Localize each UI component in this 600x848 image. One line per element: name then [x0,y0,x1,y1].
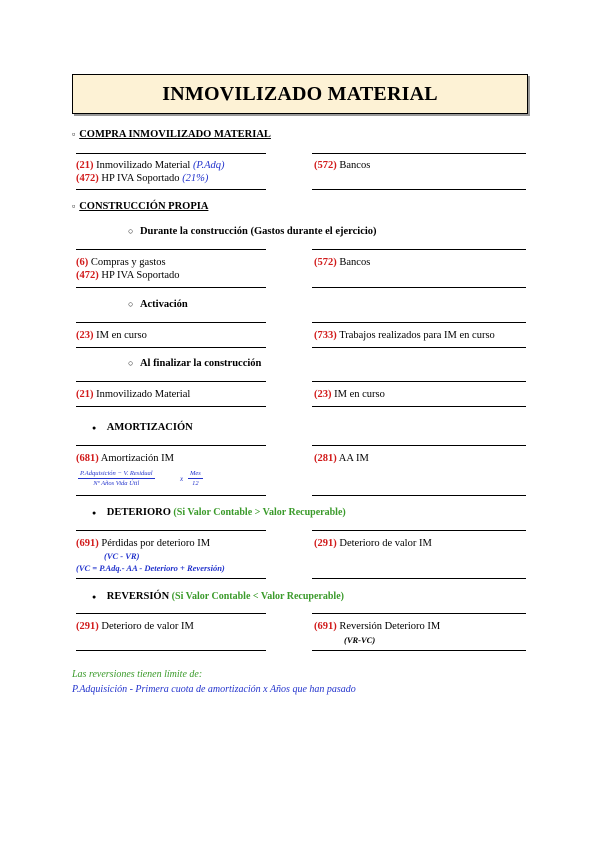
account-code: (281) [314,453,337,464]
divider [312,347,526,348]
subsection-label: Activación [139,299,188,310]
divider [76,189,266,190]
divider [312,381,526,382]
account-code: (681) [76,453,99,464]
subsection-label: DETERIORO [106,507,171,518]
square-bullet-icon: ▫ [72,201,76,211]
account-name: Inmovilizado Material [96,389,191,400]
divider [76,530,266,531]
account-note: (P.Adq) [192,160,225,171]
dot-bullet-icon: ● [92,424,97,432]
divider [76,578,266,579]
section-amortizacion [92,422,193,433]
condition-text: (Si Valor Contable > Valor Recuperable) [173,507,346,518]
account-code: (572) [314,160,337,171]
fraction-denominator: Nº Años Vida Útil [93,480,140,487]
divider [76,153,266,154]
account-code: (691) [314,621,337,632]
dot-bullet-icon: ● [92,509,97,517]
debit-entry [76,173,208,184]
divider [76,613,266,614]
title-box [72,74,528,114]
fraction-denominator: 12 [192,480,199,487]
account-name: Amortización IM [100,453,174,464]
formula-fraction [78,470,155,487]
divider [76,249,266,250]
account-name: Deterioro de valor IM [101,621,194,632]
section-heading: CONSTRUCCIÓN PROPIA [79,201,209,212]
credit-entry [314,330,495,341]
divider [312,578,526,579]
credit-entry [314,160,370,171]
account-name: Bancos [339,257,371,268]
subsection-activacion [128,299,188,310]
divider [312,249,526,250]
account-name: IM en curso [334,389,385,400]
credit-entry [314,453,369,464]
divider [76,495,266,496]
account-code: (291) [314,538,337,549]
account-code: (472) [76,270,99,281]
subsection-finalizar [128,358,261,369]
divider [312,495,526,496]
account-code: (6) [76,257,89,268]
section-heading: COMPRA INMOVILIZADO MATERIAL [79,129,271,140]
debit-entry [76,160,225,171]
account-code: (21) [76,389,94,400]
dot-bullet-icon: ● [92,593,97,601]
circle-bullet-icon: ○ [128,226,134,236]
divider [76,347,266,348]
circle-bullet-icon: ○ [128,299,134,309]
account-name: IM en curso [96,330,147,341]
subsection-durante [128,226,377,237]
account-name: Bancos [339,160,371,171]
debit-entry [76,270,180,281]
credit-entry [314,621,440,632]
divider [76,406,266,407]
account-code: (291) [76,621,99,632]
divider [312,445,526,446]
debit-entry [76,621,194,632]
divider [312,322,526,323]
section-deterioro [92,507,346,518]
divider [312,650,526,651]
divider [76,322,266,323]
account-code: (472) [76,173,99,184]
account-name: Pérdidas por deterioro IM [101,538,211,549]
account-code: (23) [76,330,94,341]
account-code: (572) [314,257,337,268]
account-name: Inmovilizado Material [96,160,191,171]
account-name: HP IVA Soportado [101,270,180,281]
account-code: (23) [314,389,332,400]
account-name: Trabajos realizados para IM en curso [339,330,495,341]
account-name: AA IM [338,453,369,464]
divider [76,381,266,382]
square-bullet-icon: ▫ [72,129,76,139]
formula-note: (VC - VR) [104,551,140,561]
credit-entry [314,538,432,549]
debit-entry [76,257,166,268]
footer-formula: P.Adquisición - Primera cuota de amortización x Años que han pasado [72,684,356,695]
debit-entry [76,389,190,400]
debit-entry [76,330,147,341]
subsection-label: Al finalizar la construcción [139,358,262,369]
footer-note: Las reversiones tienen límite de: [72,669,203,680]
debit-entry [76,453,174,464]
account-code: (733) [314,330,337,341]
account-name: Deterioro de valor IM [339,538,432,549]
page-title: INMOVILIZADO MATERIAL [162,82,438,105]
divider [76,445,266,446]
account-code: (21) [76,160,94,171]
multiply-sign: x [180,475,184,483]
account-name: Compras y gastos [90,257,166,268]
subsection-label: REVERSIÓN [106,591,170,602]
divider [312,189,526,190]
credit-entry [314,257,370,268]
account-name: HP IVA Soportado [101,173,180,184]
divider [76,287,266,288]
subsection-label: AMORTIZACIÓN [106,422,193,433]
section-reversion [92,591,344,602]
section-compra [72,129,271,140]
debit-entry [76,538,210,549]
divider [312,153,526,154]
condition-text: (Si Valor Contable < Valor Recuperable) [171,591,344,602]
divider [312,613,526,614]
divider [312,406,526,407]
divider [312,287,526,288]
fraction-numerator: Mes [190,470,201,477]
formula-note: (VC = P.Adq.- AA - Deterioro + Reversión) [76,563,225,573]
account-code: (691) [76,538,99,549]
account-note: (21%) [182,173,209,184]
divider [76,650,266,651]
circle-bullet-icon: ○ [128,358,134,368]
account-name: Reversión Deterioro IM [339,621,441,632]
divider [312,530,526,531]
formula-fraction [188,470,203,487]
formula-note: (VR-VC) [344,635,376,645]
credit-entry [314,389,385,400]
fraction-numerator: P.Adquisición − V. Residual [80,470,153,477]
subsection-label: Durante la construcción (Gastos durante el ejercicio) [139,226,377,237]
section-construccion [72,201,208,212]
